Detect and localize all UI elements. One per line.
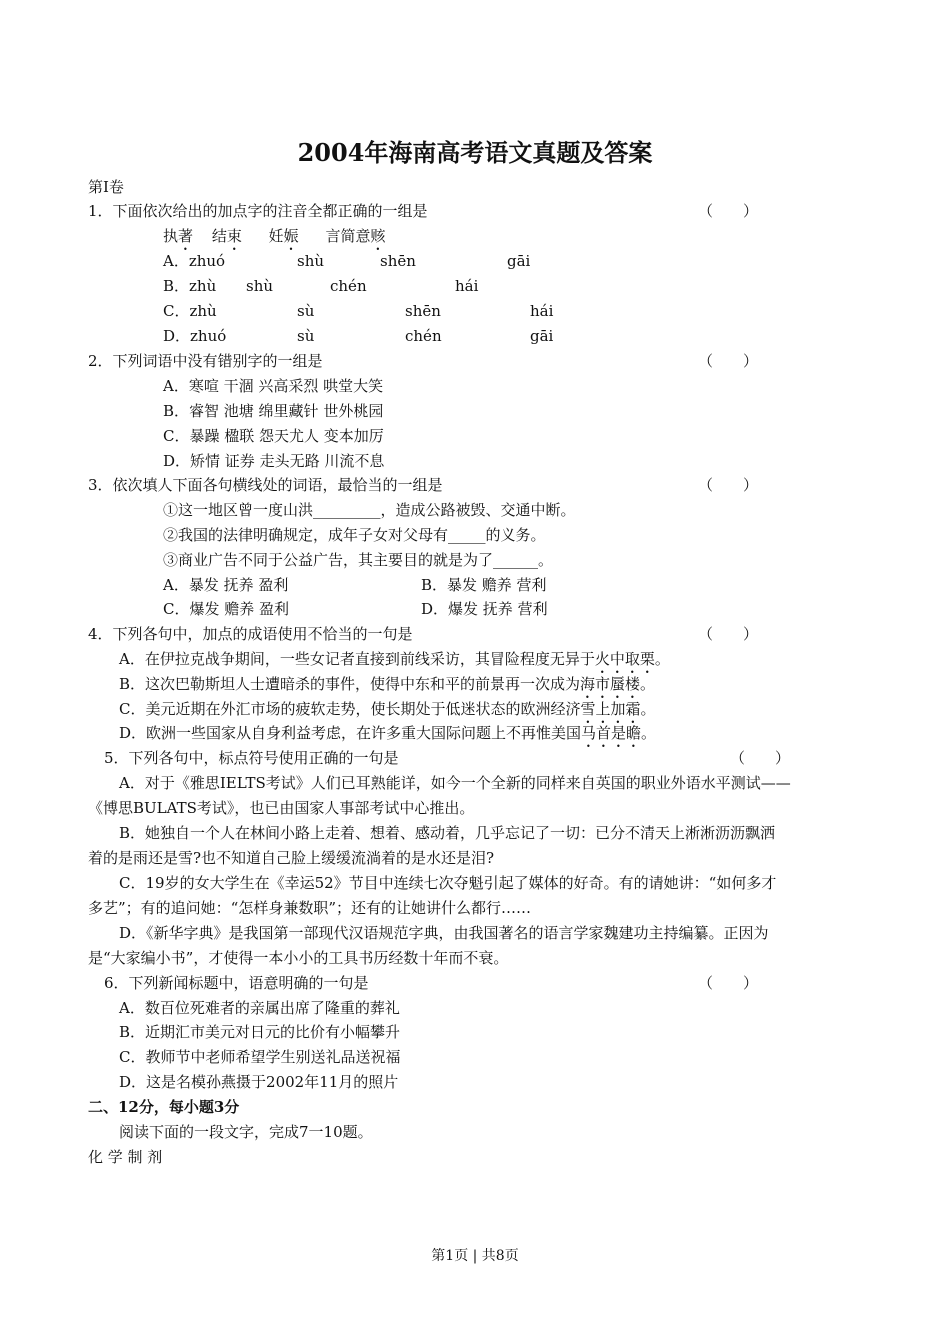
q1-pinyin: hái	[455, 277, 479, 295]
q2-option: D．矫情 证券 走头无路 川流不息	[163, 452, 385, 470]
q1-pinyin: shù	[297, 252, 325, 270]
page-footer: 第1页 | 共8页	[431, 1248, 519, 1264]
question-3-stem: 3．依次填人下面各句横线处的词语，最恰当的一组是	[88, 476, 443, 494]
q3-sentence: ②我国的法律明确规定，成年子女对父母有_____的义务。	[163, 526, 546, 544]
q5-line: 着的是雨还是雪?也不知道自己脸上缓缓流淌着的是水还是泪?	[88, 849, 495, 867]
answer-paren: （ ）	[698, 202, 759, 220]
page-title: 2004年海南高考语文真题及答案	[297, 138, 653, 167]
answer-paren: （ ）	[698, 974, 759, 992]
q1-pinyin: sù	[297, 302, 315, 320]
q1-pinyin: shù	[246, 277, 274, 295]
question-4-stem: 4．下列各句中，加点的成语使用不恰当的一句是	[88, 625, 413, 643]
q1-pinyin: chén	[330, 277, 367, 295]
q4-option: C．美元近期在外汇市场的疲软走势，使长期处于低迷状态的欧洲经济雪上加霜。	[119, 700, 656, 718]
q3-sentence: ③商业广告不同于公益广告，其主要目的就是为了______。	[163, 551, 554, 569]
q6-option: B．近期汇市美元对日元的比价有小幅攀升	[119, 1023, 401, 1041]
q1-pinyin: gāi	[530, 327, 554, 345]
q2-option: B．睿智 池塘 绵里藏针 世外桃园	[163, 402, 384, 420]
question-6-stem: 6．下列新闻标题中，语意明确的一句是	[104, 974, 369, 992]
section-heading: 二、12分，每小题3分	[88, 1098, 240, 1116]
q1-word: 执著	[163, 227, 194, 245]
passage-title: 化 学 制 剂	[88, 1148, 163, 1166]
q1-pinyin: shēn	[380, 252, 416, 270]
reading-instruction: 阅读下面的一段文字，完成7一10题。	[119, 1123, 373, 1141]
q3-option: B．暴发 赡养 营利	[421, 576, 547, 594]
q1-words	[163, 226, 385, 254]
q3-option: C．爆发 赡养 盈利	[163, 600, 290, 618]
q4-option: B．这次巴勒斯坦人士遭暗杀的事件，使得中东和平的前景再一次成为海市蜃楼。	[119, 675, 656, 693]
q6-option: C．教师节中老师希望学生别送礼品送祝福	[119, 1048, 401, 1066]
answer-paren: （ ）	[698, 352, 759, 370]
q6-option: A．数百位死难者的亲属出席了隆重的葬礼	[119, 999, 400, 1017]
answer-paren: （ ）	[730, 749, 791, 767]
q5-line: A．对于《雅思IELTS考试》人们已耳熟能详，如今一个全新的同样来自英国的职业外语水平测试——	[119, 774, 791, 792]
q5-line: D．《新华字典》是我国第一部现代汉语规范字典，由我国著名的语言学家魏建功主持编纂。正因为	[119, 924, 769, 942]
q1-word: 妊娠	[268, 227, 299, 245]
q1-option-label: B．zhù	[163, 277, 217, 295]
q1-option-label: C．zhù	[163, 302, 217, 320]
answer-paren: （ ）	[698, 476, 759, 494]
q1-word: 结束	[211, 227, 242, 245]
q6-option: D．这是名模孙燕摄于2002年11月的照片	[119, 1073, 399, 1091]
q5-line: 《博思BULATS考试》，也已由国家人事部考试中心推出。	[88, 799, 475, 817]
q2-option: C．暴躁 楹联 怨天尤人 变本加厉	[163, 427, 384, 445]
question-1-stem: 1．下面依次给出的加点字的注音全都正确的一组是	[88, 202, 428, 220]
q3-sentence: ①这一地区曾一度山洪_________，造成公路被毁、交通中断。	[163, 501, 576, 519]
q4-option: D．欧洲一些国家从自身利益考虑，在许多重大国际问题上不再惟美国马首是瞻。	[119, 724, 657, 742]
q1-pinyin: chén	[405, 327, 442, 345]
q3-option: D．爆发 抚养 营利	[421, 600, 548, 618]
q1-option-label: A．zhuó	[163, 252, 226, 270]
q1-pinyin: hái	[530, 302, 554, 320]
q1-pinyin: sù	[297, 327, 315, 345]
q5-line: 多艺”；有的追问她：“怎样身兼数职”；还有的让她讲什么都行……	[88, 899, 532, 917]
q5-line: B．她独自一个人在林间小路上走着、想着、感动着，几乎忘记了一切：已分不清天上淅淅沥沥飘洒	[119, 824, 776, 842]
q2-option: A．寒喧 干涸 兴高采烈 哄堂大笑	[163, 377, 384, 395]
answer-paren: （ ）	[698, 625, 759, 643]
question-5-stem: 5．下列各句中，标点符号使用正确的一句是	[104, 749, 399, 767]
q1-word: 言简意赅	[325, 227, 386, 245]
question-2-stem: 2．下列词语中没有错别字的一组是	[88, 352, 323, 370]
q5-line: 是“大家编小书”，才使得一本小小的工具书历经数十年而不衰。	[88, 949, 509, 967]
q3-option: A．暴发 抚养 盈利	[163, 576, 289, 594]
q1-pinyin: gāi	[507, 252, 531, 270]
section-label: 第Ⅰ卷	[88, 178, 124, 196]
q1-pinyin: shēn	[405, 302, 441, 320]
q1-option-label: D．zhuó	[163, 327, 227, 345]
q5-line: C．19岁的女大学生在《幸运52》节目中连续七次夺魁引起了媒体的好奇。有的请她讲：“如何多才	[119, 874, 777, 892]
q4-option: A．在伊拉克战争期间，一些女记者直接到前线采访，其冒险程度无异于火中取栗。	[119, 650, 670, 668]
